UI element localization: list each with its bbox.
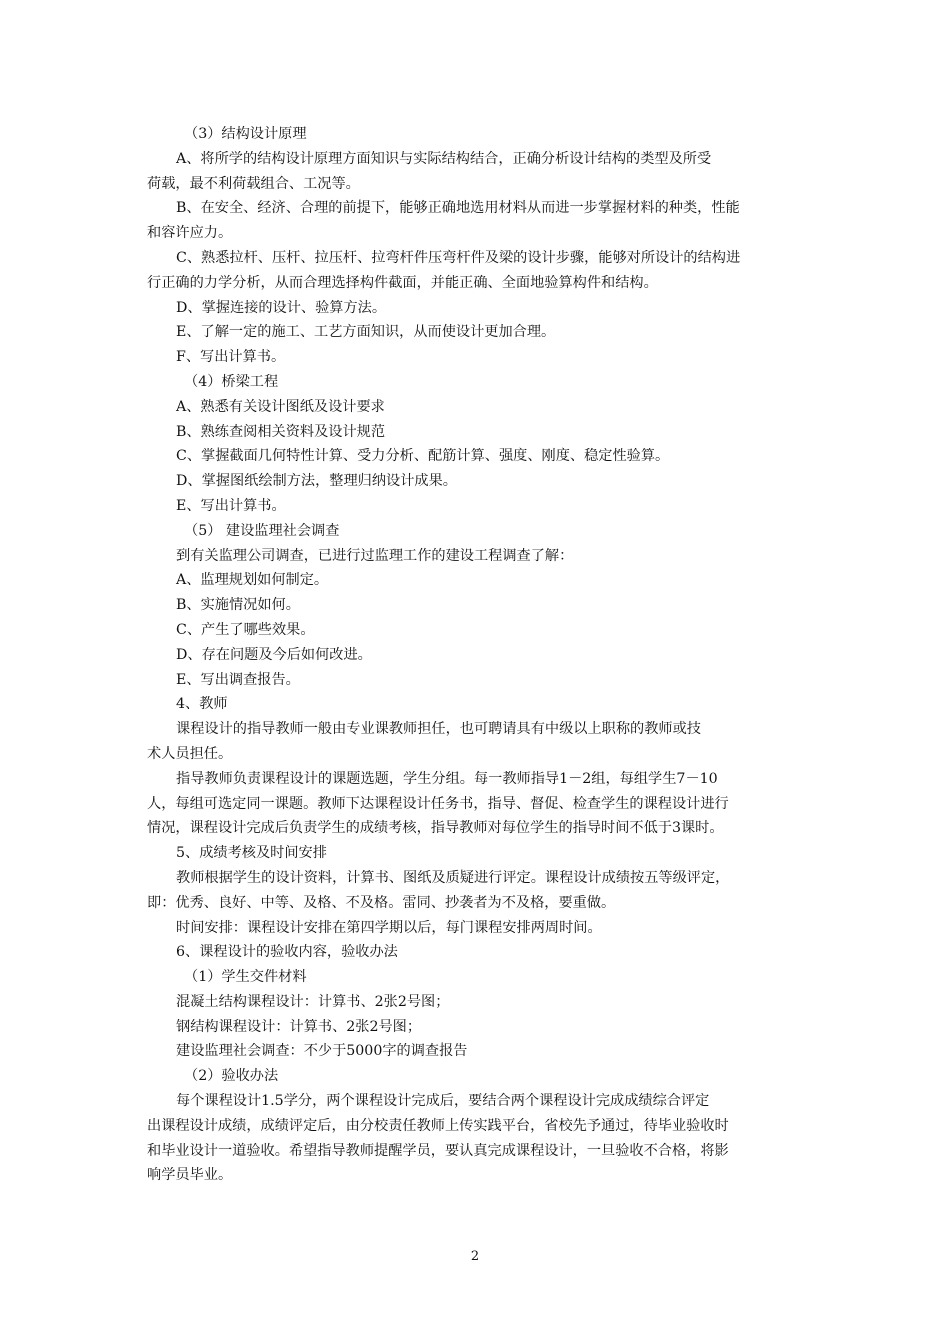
text-line: A、熟悉有关设计图纸及设计要求	[176, 398, 385, 415]
text-line: 荷载，最不利荷载组合、工况等。	[147, 175, 360, 192]
text-line: D、掌握图纸绘制方法，整理归纳设计成果。	[176, 473, 457, 490]
text-line: 6、课程设计的验收内容，验收办法	[176, 944, 398, 961]
text-line: F、写出计算书。	[176, 349, 286, 366]
document-body	[147, 122, 812, 1188]
text-line: 课程设计的指导教师一般由专业课教师担任，也可聘请具有中级以上职称的教师或技	[176, 721, 701, 738]
text-line: B、熟练查阅相关资料及设计规范	[176, 423, 386, 440]
text-line: 术人员担任。	[147, 745, 233, 762]
text-line: A、监理规划如何制定。	[176, 572, 329, 589]
text-line: 和容许应力。	[147, 225, 233, 242]
text-line: C、熟悉拉杆、压杆、拉压杆、拉弯杆件压弯杆件及梁的设计步骤，能够对所设计的结构进	[176, 249, 741, 266]
page-number: 2	[470, 1249, 480, 1264]
text-line: 响学员毕业。	[147, 1167, 233, 1184]
text-line: B、在安全、经济、合理的前提下，能够正确地选用材料从而进一步掌握材料的种类，性能	[176, 200, 740, 217]
text-line: 4、教师	[176, 696, 228, 713]
text-line: E、了解一定的施工、工艺方面知识，从而使设计更加合理。	[176, 324, 556, 341]
text-line: 每个课程设计1.5学分，两个课程设计完成后，要结合两个课程设计完成成绩综合评定	[176, 1093, 710, 1110]
text-line: （2）验收办法	[184, 1068, 279, 1085]
text-line: 指导教师负责课程设计的课题选题，学生分组。每一教师指导1－2组，每组学生7－10	[176, 770, 718, 787]
text-line: （3）结构设计原理	[184, 126, 307, 142]
text-line: （4）桥梁工程	[184, 373, 279, 390]
text-line: 钢结构课程设计：计算书、2张2号图；	[176, 1018, 422, 1035]
text-line: 时间安排：课程设计安排在第四学期以后，每门课程安排两周时间。	[176, 919, 602, 936]
text-line: B、实施情况如何。	[176, 597, 300, 614]
text-line: E、写出调查报告。	[176, 671, 300, 688]
text-line: C、掌握截面几何特性计算、受力分析、配筋计算、强度、刚度、稳定性验算。	[176, 448, 670, 465]
text-line: A、将所学的结构设计原理方面知识与实际结构结合，正确分析设计结构的类型及所受	[176, 150, 712, 167]
text-line: D、存在问题及今后如何改进。	[176, 646, 372, 663]
text-line: 5、成绩考核及时间安排	[176, 845, 327, 862]
text-line: （5） 建设监理社会调查	[184, 522, 340, 539]
text-line: （1）学生交件材料	[184, 969, 307, 986]
text-line: 即：优秀、良好、中等、及格、不及格。雷同、抄袭者为不及格，要重做。	[147, 894, 616, 911]
text-line: 人，每组可选定同一课题。教师下达课程设计任务书，指导、督促、检查学生的课程设计进行	[147, 795, 729, 812]
text-line: 行正确的力学分析，从而合理选择构件截面，并能正确、全面地验算构件和结构。	[147, 274, 658, 291]
text-line: 和毕业设计一道验收。希望指导教师提醒学员，要认真完成课程设计，一旦验收不合格，将影	[147, 1142, 729, 1159]
text-line: D、掌握连接的设计、验算方法。	[176, 299, 387, 316]
text-line: C、产生了哪些效果。	[176, 621, 315, 638]
text-line: 情况，课程设计完成后负责学生的成绩考核，指导教师对每位学生的指导时间不低于3课时。	[147, 820, 724, 837]
text-line: 建设监理社会调查：不少于5000字的调查报告	[176, 1043, 468, 1060]
text-line: 混凝土结构课程设计：计算书、2张2号图；	[176, 993, 450, 1010]
text-line: 教师根据学生的设计资料，计算书、图纸及质疑进行评定。课程设计成绩按五等级评定，	[176, 869, 730, 886]
text-line: E、写出计算书。	[176, 497, 286, 514]
text-line: 出课程设计成绩，成绩评定后，由分校责任教师上传实践平台，省校先予通过，待毕业验收时	[147, 1117, 729, 1134]
text-line: 到有关监理公司调查，已进行过监理工作的建设工程调查了解：	[176, 547, 574, 564]
